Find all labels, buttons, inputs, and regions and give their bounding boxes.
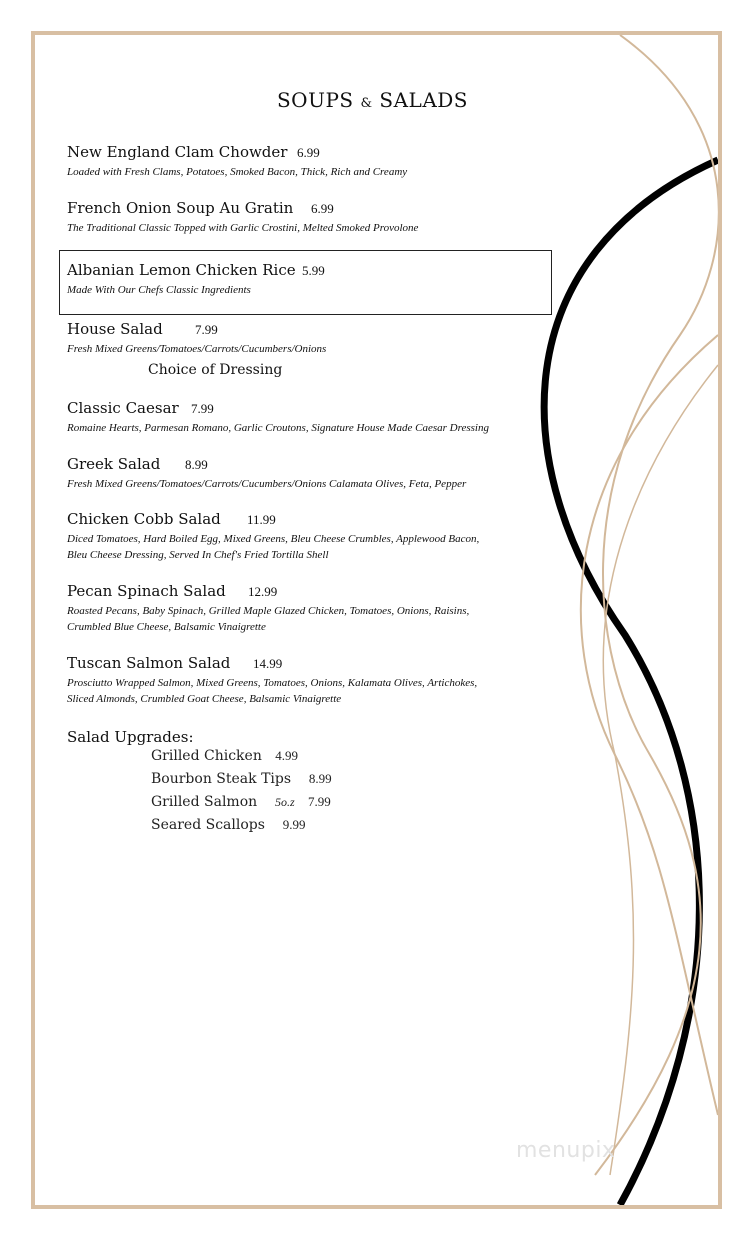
upgrade-portion-note: 5o.z [274, 795, 295, 809]
wave-line-light-1 [595, 35, 718, 1175]
item-name: Greek Salad [67, 455, 161, 473]
menu-item-classic-caesar [67, 399, 537, 436]
item-price: 6.99 [311, 201, 334, 216]
item-description-line-1: Diced Tomatoes, Hard Boiled Egg, Mixed Greens, Bleu Cheese Crumbles, Applewood Bacon, [67, 533, 480, 545]
item-description-line-2: Bleu Cheese Dressing, Served In Chef's Fried Tortilla Shell [67, 549, 329, 561]
upgrade-name: Bourbon Steak Tips [151, 771, 292, 787]
item-price: 7.99 [191, 401, 214, 416]
item-name: House Salad [67, 320, 163, 338]
menu-item-house-salad [67, 320, 537, 357]
upgrade-name: Grilled Chicken [151, 748, 262, 764]
upgrade-price: 4.99 [275, 748, 298, 763]
item-price: 7.99 [195, 322, 218, 337]
item-name: Pecan Spinach Salad [67, 582, 226, 600]
menu-item-greek-salad [67, 455, 537, 492]
item-description-line-1: Roasted Pecans, Baby Spinach, Grilled Maple Glazed Chicken, Tomatoes, Onions, Raisins, [67, 605, 470, 617]
menu-item-french-onion [67, 199, 537, 236]
upgrade-price: 8.99 [308, 771, 332, 786]
page-title [31, 88, 714, 112]
menu-item-lemon-chicken-rice [67, 261, 537, 298]
menu-item-pecan-spinach [67, 582, 537, 635]
item-description: Fresh Mixed Greens/Tomatoes/Carrots/Cucumbers/Onions [67, 343, 327, 355]
item-description: Made With Our Chefs Classic Ingredients [67, 284, 251, 296]
item-name: Tuscan Salmon Salad [67, 654, 231, 672]
item-description: Romaine Hearts, Parmesan Romano, Garlic Croutons, Signature House Made Caesar Dressing [67, 422, 489, 434]
item-price: 6.99 [297, 145, 320, 160]
item-name: Chicken Cobb Salad [67, 510, 221, 528]
item-description: The Traditional Classic Topped with Garlic Crostini, Melted Smoked Provolone [67, 222, 419, 234]
item-description-line-2: Sliced Almonds, Crumbled Goat Cheese, Balsamic Vinaigrette [67, 693, 342, 705]
upgrade-name: Grilled Salmon [151, 794, 258, 810]
menu-item-tuscan-salmon [67, 654, 537, 707]
house-salad-dressing-note: Choice of Dressing [148, 362, 283, 378]
menu-item-clam-chowder [67, 143, 537, 180]
item-description-line-2: Crumbled Blue Cheese, Balsamic Vinaigrette [67, 621, 266, 633]
upgrade-grilled-chicken [151, 748, 298, 764]
item-description: Loaded with Fresh Clams, Potatoes, Smoked Bacon, Thick, Rich and Creamy [67, 166, 408, 178]
item-price: 11.99 [247, 512, 276, 527]
upgrade-name: Seared Scallops [151, 817, 265, 833]
item-price: 8.99 [185, 457, 208, 472]
menupix-watermark: menupix [516, 1138, 616, 1163]
item-price: 5.99 [302, 263, 325, 278]
title-ampersand: & [360, 96, 373, 111]
item-name: Classic Caesar [67, 399, 179, 417]
wave-line-light-3 [603, 365, 718, 1175]
item-name: Albanian Lemon Chicken Rice [67, 261, 296, 279]
menu-item-chicken-cobb [67, 510, 537, 563]
upgrade-grilled-salmon [151, 794, 331, 810]
upgrade-seared-scallops [151, 817, 305, 833]
item-price: 12.99 [248, 584, 278, 599]
upgrade-price: 9.99 [282, 817, 306, 832]
title-soups: SOUPS [276, 88, 354, 112]
title-salads: SALADS [379, 88, 469, 112]
upgrade-bourbon-steak-tips [151, 771, 332, 787]
upgrade-price: 7.99 [308, 794, 331, 809]
item-name: French Onion Soup Au Gratin [67, 199, 294, 217]
item-description: Fresh Mixed Greens/Tomatoes/Carrots/Cucumbers/Onions Calamata Olives, Feta, Pepper [67, 478, 467, 490]
item-description-line-1: Prosciutto Wrapped Salmon, Mixed Greens, Tomatoes, Onions, Kalamata Olives, Artichokes, [67, 677, 478, 689]
item-price: 14.99 [253, 656, 283, 671]
item-name: New England Clam Chowder [67, 143, 288, 161]
wave-line-light-2 [581, 335, 718, 1115]
salad-upgrades-title: Salad Upgrades: [67, 728, 194, 746]
